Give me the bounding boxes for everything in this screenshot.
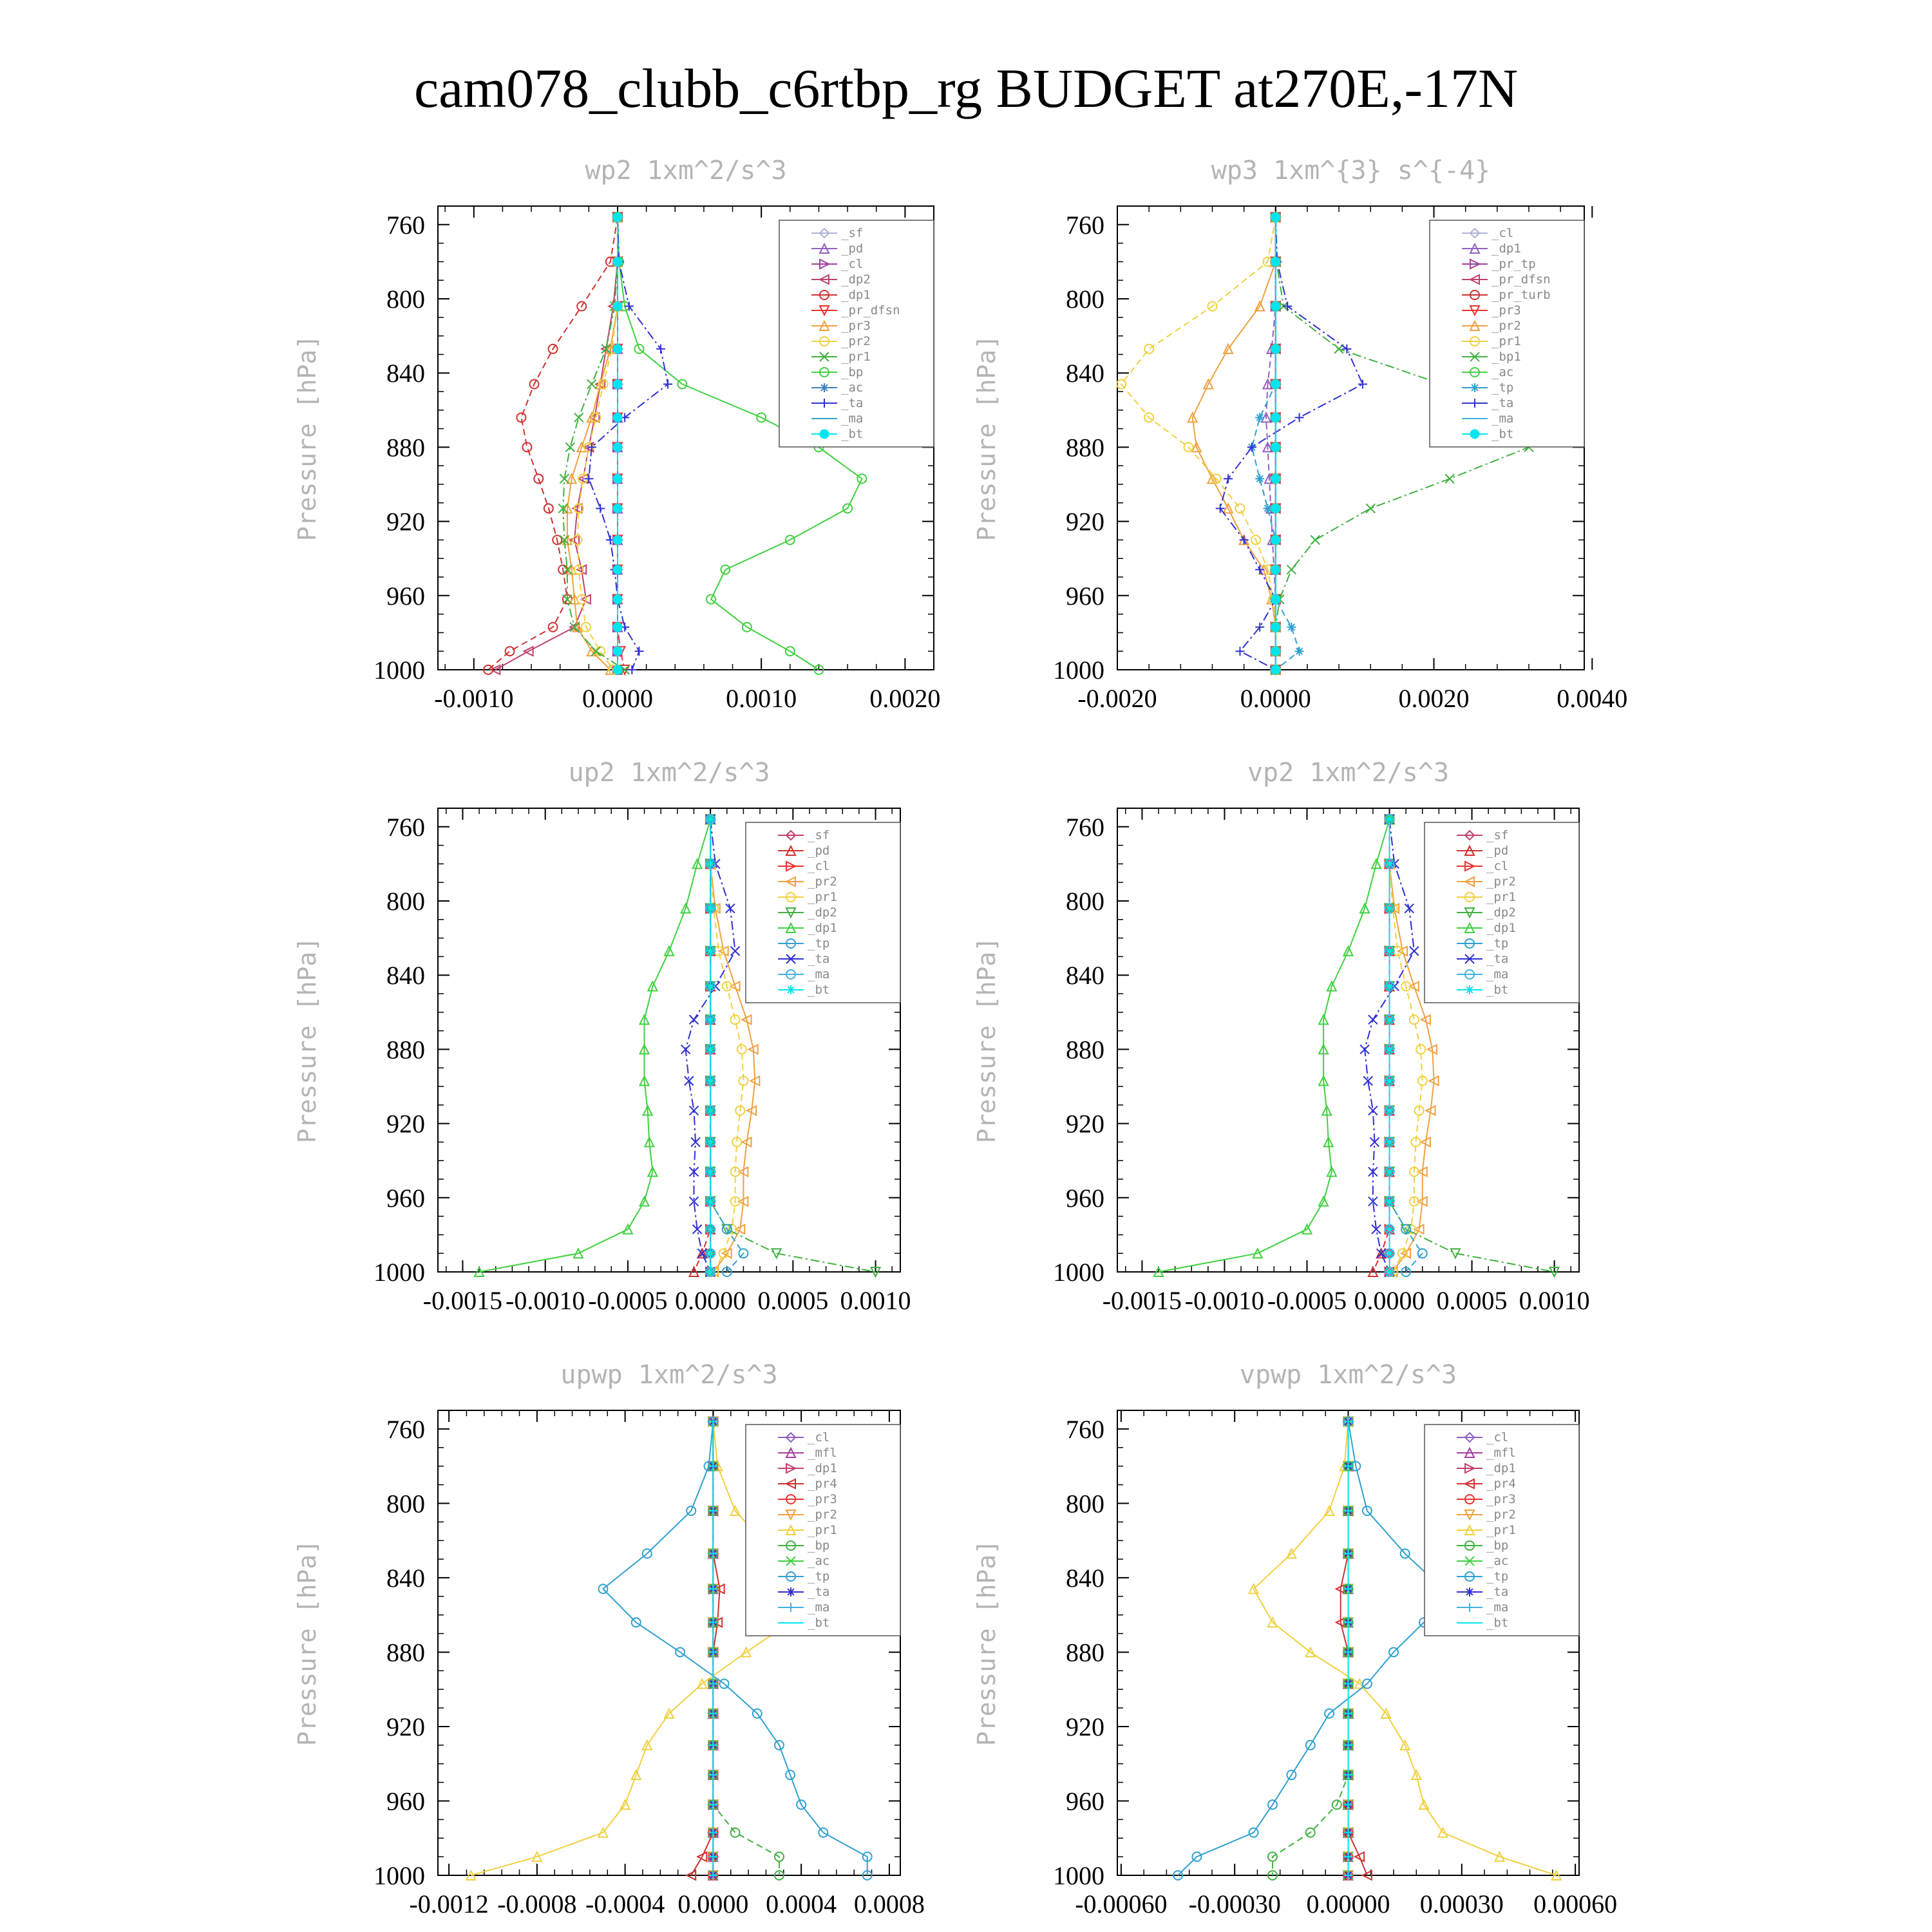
legend-label: _pr3 xyxy=(808,1492,837,1506)
legend-label: _dp1 xyxy=(808,921,837,935)
legend-marker xyxy=(1465,985,1474,994)
legend-label: _pr_turb xyxy=(1492,288,1551,302)
y-tick-label: 840 xyxy=(386,961,425,990)
series-line xyxy=(589,217,668,670)
panel-title: wp2 1xm^2/s^3 xyxy=(585,156,787,185)
legend-label: _tp xyxy=(1492,381,1514,395)
y-tick-label: 880 xyxy=(1066,1638,1104,1667)
legend-label: _pd xyxy=(841,242,864,256)
data-point xyxy=(1271,623,1280,632)
legend-marker xyxy=(1470,383,1479,392)
y-tick-label: 880 xyxy=(1066,1035,1104,1065)
x-tick-label: -0.0010 xyxy=(506,1286,585,1315)
data-point xyxy=(613,474,622,483)
x-tick-label: 0.0005 xyxy=(757,1286,829,1315)
legend-label: _ta xyxy=(808,1585,830,1599)
legend-label: _ac xyxy=(1492,365,1514,379)
series-line xyxy=(488,217,618,670)
legend-label: _ac xyxy=(808,1554,830,1568)
data-point xyxy=(1385,859,1394,868)
data-point xyxy=(1311,535,1320,544)
y-tick-label: 840 xyxy=(386,1563,425,1593)
y-tick-label: 920 xyxy=(1066,1109,1104,1139)
legend-label: _ma xyxy=(1492,412,1514,426)
y-tick-label: 1000 xyxy=(374,1861,425,1890)
y-tick-label: 880 xyxy=(1066,433,1104,462)
y-tick-label: 800 xyxy=(386,887,425,916)
legend-label: _bt xyxy=(808,1616,830,1630)
y-axis-label: Pressure [hPa] xyxy=(293,334,321,542)
series-line xyxy=(479,819,710,1272)
y-tick-label: 960 xyxy=(386,1183,425,1213)
x-tick-label: -0.0015 xyxy=(422,1286,503,1315)
legend-label: _tp xyxy=(808,936,830,951)
legend-label: _cl xyxy=(808,1430,830,1444)
data-point xyxy=(731,1015,740,1024)
y-tick-label: 960 xyxy=(1066,581,1104,611)
legend-label: _bp xyxy=(841,365,864,379)
legend-label: _mfl xyxy=(808,1446,837,1460)
legend-label: _ta xyxy=(808,952,830,966)
y-tick-label: 1000 xyxy=(374,656,425,685)
legend-label: _pr_dfsn xyxy=(1492,272,1551,287)
data-point xyxy=(1283,302,1292,311)
legend-label: _pr2 xyxy=(808,875,837,889)
data-point xyxy=(613,504,622,513)
y-tick-label: 760 xyxy=(1066,812,1104,842)
x-tick-label: 0.0020 xyxy=(869,684,941,713)
data-point xyxy=(1271,595,1280,604)
data-point xyxy=(613,379,622,388)
legend-label: _pr3 xyxy=(841,319,871,333)
x-tick-label: -0.0010 xyxy=(1184,1286,1265,1315)
legend-label: _ta xyxy=(1492,396,1514,410)
data-point xyxy=(1385,1076,1394,1085)
data-point xyxy=(574,413,583,422)
legend-label: _bt xyxy=(1486,983,1509,997)
x-tick-label: 0.0040 xyxy=(1557,684,1628,713)
data-point xyxy=(706,859,715,868)
chart-panel xyxy=(293,1360,925,1918)
data-point xyxy=(1295,413,1304,422)
y-tick-label: 800 xyxy=(1066,285,1104,314)
legend-label: _sf xyxy=(841,226,864,240)
legend-label: _pr2 xyxy=(1492,319,1521,333)
data-point xyxy=(706,904,715,913)
legend-label: _cl xyxy=(808,859,830,873)
data-point xyxy=(1295,647,1304,656)
legend-label: _ma xyxy=(808,1600,830,1615)
data-point xyxy=(656,345,665,354)
data-point xyxy=(613,565,622,574)
panel-title: vpwp 1xm^2/s^3 xyxy=(1239,1360,1457,1390)
legend-label: _pr2 xyxy=(841,334,871,348)
figure-title: cam078_clubb_c6rtbp_rg BUDGET at270E,-17N xyxy=(413,57,1519,119)
data-point xyxy=(613,257,622,266)
y-tick-label: 760 xyxy=(1066,1414,1104,1444)
data-point xyxy=(1271,665,1280,674)
legend-label: _cl xyxy=(1492,226,1514,240)
legend-label: _bp xyxy=(1486,1539,1509,1553)
y-tick-label: 800 xyxy=(386,285,425,314)
legend-label: _bt xyxy=(1486,1616,1509,1630)
legend-label: _pr1 xyxy=(841,350,871,364)
x-tick-label: 0.00000 xyxy=(1306,1889,1390,1918)
data-point xyxy=(613,623,622,632)
data-point xyxy=(613,442,622,451)
x-tick-label: -0.0020 xyxy=(1077,684,1157,713)
legend-label: _dp2 xyxy=(841,272,871,287)
chart-panel xyxy=(293,156,940,713)
data-point xyxy=(1368,1015,1378,1024)
x-tick-label: -0.0015 xyxy=(1102,1286,1182,1315)
y-tick-label: 840 xyxy=(386,359,425,388)
legend-label: _tp xyxy=(1486,936,1509,951)
x-tick-label: 0.0000 xyxy=(1354,1286,1425,1315)
x-tick-label: -0.00060 xyxy=(1075,1889,1168,1918)
y-tick-label: 880 xyxy=(386,1638,425,1667)
x-tick-label: -0.0010 xyxy=(434,684,514,713)
data-point xyxy=(1445,474,1454,483)
data-point xyxy=(706,981,715,990)
legend-marker xyxy=(820,383,829,392)
legend-label: _pd xyxy=(808,844,830,858)
legend-label: _ma xyxy=(1486,967,1509,981)
x-tick-label: 0.0008 xyxy=(853,1889,925,1918)
data-point xyxy=(663,379,672,388)
data-point xyxy=(1385,1137,1394,1146)
data-point xyxy=(613,302,622,311)
legend-label: _ma xyxy=(1486,1600,1509,1615)
legend-label: _pr4 xyxy=(808,1477,837,1491)
legend-label: _pr_tp xyxy=(1492,257,1536,271)
x-tick-label: 0.0010 xyxy=(840,1286,911,1315)
series-line xyxy=(495,217,618,670)
panel-title: wp3 1xm^{3} s^{-4} xyxy=(1211,156,1491,185)
data-point xyxy=(1255,474,1264,483)
y-axis-label: Pressure [hPa] xyxy=(972,936,1001,1144)
data-point xyxy=(1224,474,1233,483)
legend-marker xyxy=(1470,430,1479,439)
x-tick-label: 0.00030 xyxy=(1419,1889,1504,1918)
legend-label: _dp2 xyxy=(1486,905,1516,920)
legend-label: _ma xyxy=(808,967,830,981)
panel-title: vp2 1xm^2/s^3 xyxy=(1247,758,1450,788)
data-point xyxy=(1235,504,1244,513)
y-tick-label: 840 xyxy=(1066,359,1104,388)
legend-label: _pr3 xyxy=(1486,1492,1516,1506)
x-tick-label: -0.0005 xyxy=(588,1286,668,1315)
data-point xyxy=(1342,345,1351,354)
y-tick-label: 1000 xyxy=(374,1258,425,1287)
data-point xyxy=(706,947,715,956)
series-line xyxy=(1159,819,1390,1272)
legend-label: _ta xyxy=(841,396,864,410)
y-tick-label: 760 xyxy=(1066,210,1104,240)
y-tick-label: 760 xyxy=(386,210,425,240)
x-tick-label: 0.0000 xyxy=(1240,684,1311,713)
legend-marker xyxy=(1465,1587,1474,1596)
data-point xyxy=(613,535,622,544)
legend-label: _pr1 xyxy=(1492,334,1521,348)
data-point xyxy=(1385,1225,1394,1234)
legend-label: _ta xyxy=(1486,1585,1509,1599)
x-tick-label: -0.0004 xyxy=(585,1889,665,1918)
data-point xyxy=(613,213,622,222)
legend-label: _tp xyxy=(1486,1569,1509,1584)
x-tick-label: 0.0000 xyxy=(677,1889,749,1918)
y-tick-label: 920 xyxy=(1066,507,1104,536)
data-point xyxy=(1366,504,1375,513)
chart-panel xyxy=(972,758,1590,1315)
legend-label: _pr2 xyxy=(1486,1508,1516,1522)
legend-label: _tp xyxy=(808,1569,830,1584)
data-point xyxy=(613,345,622,354)
x-tick-label: -0.0008 xyxy=(497,1889,577,1918)
y-tick-label: 1000 xyxy=(1053,1861,1104,1890)
data-point xyxy=(1271,413,1280,422)
legend-label: _pr1 xyxy=(808,1523,837,1537)
x-tick-label: 0.0000 xyxy=(582,684,653,713)
data-point xyxy=(706,1225,715,1234)
data-point xyxy=(1385,1167,1394,1176)
data-point xyxy=(613,665,622,674)
data-point xyxy=(613,595,622,604)
data-point xyxy=(1271,565,1280,574)
y-tick-label: 840 xyxy=(1066,1563,1104,1593)
legend-label: _ac xyxy=(1486,1554,1509,1568)
legend-label: _pr1 xyxy=(1486,890,1516,904)
data-point xyxy=(1271,213,1280,222)
legend-label: _sf xyxy=(808,828,830,842)
data-point xyxy=(706,1267,715,1276)
legend-label: _ac xyxy=(841,381,864,395)
legend-label: _bt xyxy=(1492,427,1514,441)
data-point xyxy=(1144,345,1153,354)
data-point xyxy=(1410,1015,1419,1024)
data-point xyxy=(1271,647,1280,656)
data-point xyxy=(706,1167,715,1176)
legend-label: _dp2 xyxy=(808,905,837,920)
data-point xyxy=(706,1137,715,1146)
legend-label: _pr1 xyxy=(808,890,837,904)
data-point xyxy=(1287,623,1296,632)
legend-label: _mfl xyxy=(1486,1446,1516,1460)
y-tick-label: 920 xyxy=(386,1109,425,1139)
legend-label: _sf xyxy=(1486,828,1509,842)
data-point xyxy=(506,647,515,656)
data-point xyxy=(1385,947,1394,956)
y-axis-label: Pressure [hPa] xyxy=(293,936,321,1144)
y-tick-label: 960 xyxy=(1066,1786,1104,1816)
y-tick-label: 960 xyxy=(386,1786,425,1816)
data-point xyxy=(1271,302,1280,311)
legend-label: _bp1 xyxy=(1492,350,1521,364)
data-point xyxy=(1385,815,1394,824)
data-point xyxy=(1287,565,1296,574)
legend-label: _pr1 xyxy=(1486,1523,1516,1537)
legend-label: _pr4 xyxy=(1486,1477,1516,1491)
x-tick-label: 0.0004 xyxy=(766,1889,837,1918)
y-tick-label: 1000 xyxy=(1053,656,1104,685)
data-point xyxy=(565,442,574,451)
x-tick-label: -0.00030 xyxy=(1188,1889,1281,1918)
legend-label: _ta xyxy=(1486,952,1509,966)
chart-panel xyxy=(293,758,911,1315)
data-point xyxy=(731,1828,740,1837)
x-tick-label: -0.0005 xyxy=(1267,1286,1347,1315)
data-point xyxy=(1271,345,1280,354)
panel-title: up2 1xm^2/s^3 xyxy=(568,758,770,788)
y-tick-label: 760 xyxy=(386,1414,425,1444)
data-point xyxy=(1271,535,1280,544)
legend-label: _dp1 xyxy=(1486,921,1516,935)
data-point xyxy=(634,647,643,656)
data-point xyxy=(1271,442,1280,451)
legend-label: _dp1 xyxy=(841,288,871,302)
data-point xyxy=(706,1076,715,1085)
legend-label: _bp xyxy=(808,1539,830,1553)
y-tick-label: 1000 xyxy=(1053,1258,1104,1287)
y-tick-label: 840 xyxy=(1066,961,1104,990)
data-point xyxy=(689,1015,698,1024)
data-point xyxy=(613,647,622,656)
x-tick-label: 0.00060 xyxy=(1533,1889,1618,1918)
y-tick-label: 960 xyxy=(1066,1183,1104,1213)
x-tick-label: 0.0000 xyxy=(675,1286,746,1315)
y-tick-label: 760 xyxy=(386,812,425,842)
legend-label: _cl xyxy=(1486,859,1509,873)
data-point xyxy=(731,947,740,956)
legend-label: _pd xyxy=(1486,844,1509,858)
legend-label: _dp1 xyxy=(808,1461,837,1475)
chart-panel xyxy=(972,1360,1617,1918)
legend-label: _bt xyxy=(808,983,830,997)
data-point xyxy=(1385,981,1394,990)
legend-label: _cl xyxy=(841,257,864,271)
x-tick-label: 0.0010 xyxy=(1519,1286,1590,1315)
data-point xyxy=(613,413,622,422)
y-tick-label: 800 xyxy=(1066,887,1104,916)
series-line xyxy=(1220,217,1363,670)
legend-label: _pr3 xyxy=(1492,303,1521,317)
y-tick-label: 880 xyxy=(386,1035,425,1065)
legend-label: _dp1 xyxy=(1492,242,1521,256)
x-tick-label: -0.0012 xyxy=(409,1889,489,1918)
data-point xyxy=(1385,904,1394,913)
data-point xyxy=(1271,504,1280,513)
legend-label: _pr_dfsn xyxy=(841,303,900,317)
data-point xyxy=(1271,379,1280,388)
x-tick-label: 0.0010 xyxy=(726,684,797,713)
legend-label: _cl xyxy=(1486,1430,1509,1444)
legend-label: _bt xyxy=(841,427,864,441)
legend-label: _dp1 xyxy=(1486,1461,1516,1475)
data-point xyxy=(1385,1045,1394,1054)
series-line xyxy=(1193,217,1276,670)
y-tick-label: 880 xyxy=(386,433,425,462)
x-tick-label: 0.0005 xyxy=(1436,1286,1508,1315)
y-tick-label: 960 xyxy=(386,581,425,611)
data-point xyxy=(1271,257,1280,266)
data-point xyxy=(1410,947,1419,956)
legend-marker xyxy=(786,985,795,994)
y-tick-label: 920 xyxy=(386,507,425,536)
y-axis-label: Pressure [hPa] xyxy=(972,334,1001,542)
data-point xyxy=(1271,474,1280,483)
legend-label: _ma xyxy=(841,412,864,426)
data-point xyxy=(706,815,715,824)
y-tick-label: 920 xyxy=(386,1712,425,1741)
panel-title: upwp 1xm^2/s^3 xyxy=(560,1360,778,1390)
data-point xyxy=(596,504,605,513)
data-point xyxy=(1385,1267,1394,1276)
chart-panel xyxy=(972,156,1627,713)
data-point xyxy=(1358,379,1367,388)
legend-marker xyxy=(820,430,829,439)
legend-label: _pr2 xyxy=(1486,875,1516,889)
y-axis-label: Pressure [hPa] xyxy=(293,1539,321,1747)
y-axis-label: Pressure [hPa] xyxy=(972,1539,1001,1747)
data-point xyxy=(706,1045,715,1054)
y-tick-label: 920 xyxy=(1066,1712,1104,1741)
legend-marker xyxy=(786,1587,795,1596)
x-tick-label: 0.0020 xyxy=(1398,684,1470,713)
y-tick-label: 800 xyxy=(386,1489,425,1519)
y-tick-label: 800 xyxy=(1066,1489,1104,1519)
legend-label: _pr2 xyxy=(808,1508,837,1522)
